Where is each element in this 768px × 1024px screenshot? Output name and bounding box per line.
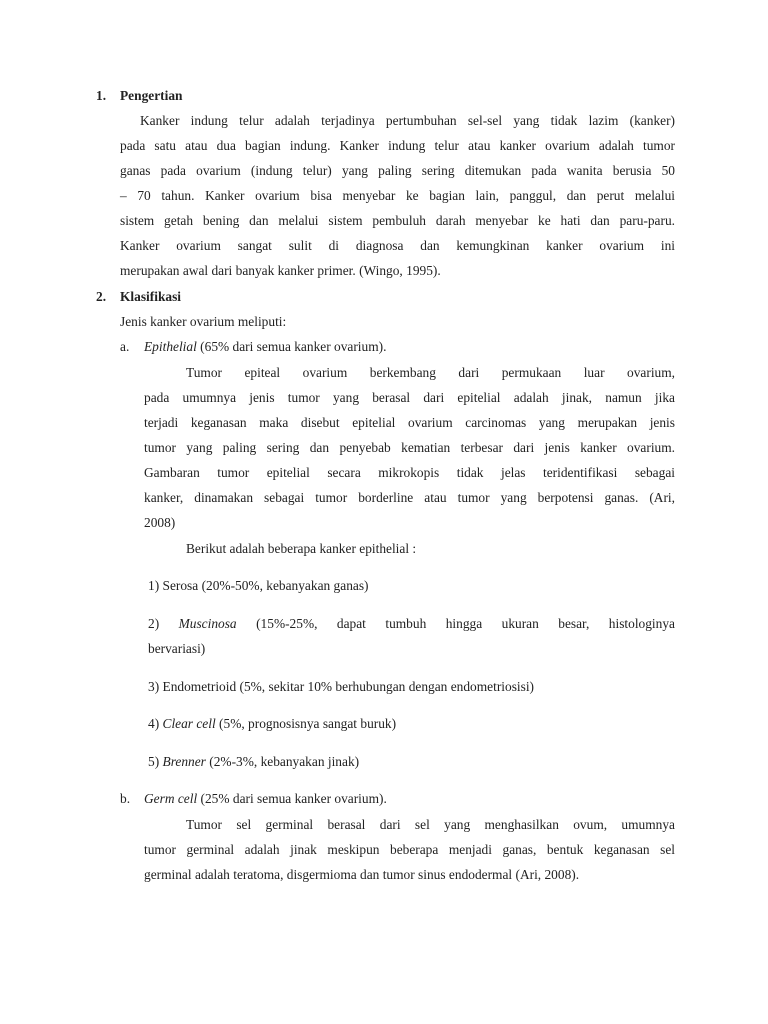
- s1-line-5: sistem getah bening dan melalui sistem pembuluh darah menyebar ke hati dan paru-paru.: [120, 213, 675, 228]
- item-a-term: Epithelial: [144, 339, 197, 354]
- a-line-3: terjadi keganasan maka disebut epitelial ovarium carcinomas yang merupakan jenis: [144, 415, 675, 430]
- s1-line-6: Kanker ovarium sangat sulit di diagnosa dan kemungkinan kanker ovarium ini: [120, 238, 675, 253]
- s1-line-3: ganas pada ovarium (indung telur) yang paling sering ditemukan pada wanita berusia 50: [120, 163, 675, 178]
- list-item-1: [148, 577, 369, 595]
- section-1-number: 1.: [96, 88, 107, 103]
- list-item-5-text: (2%-3%, kebanyakan jinak): [205, 754, 360, 769]
- list-item-3: [148, 678, 534, 696]
- item-b-letter: b.: [120, 791, 131, 806]
- item-a-rest: (65% dari semua kanker ovarium).: [196, 339, 387, 354]
- item-a-title: [144, 338, 386, 356]
- s2-intro: Jenis kanker ovarium meliputi:: [120, 314, 287, 329]
- s1-line-1: Kanker indung telur adalah terjadinya pertumbuhan sel-sel yang tidak lazim (kanker): [140, 113, 675, 128]
- a-line-4: tumor yang paling sering dan penyebab kematian terbesar dari jenis kanker ovarium.: [144, 440, 675, 455]
- a-line-2: pada umumnya jenis tumor yang berasal dari epitelial adalah jinak, namun jika: [144, 390, 675, 405]
- a-line-7: 2008): [144, 515, 176, 530]
- list-item-2-term: Muscinosa: [178, 616, 237, 631]
- item-b-title: [144, 790, 387, 808]
- s1-line-4: – 70 tahun. Kanker ovarium bisa menyebar ke bagian lain, panggul, dan perut melalui: [120, 188, 675, 203]
- a-line-1: Tumor epiteal ovarium berkembang dari permukaan luar ovarium,: [186, 365, 675, 380]
- list-item-2-text: (15%-25%, dapat tumbuh hingga ukuran besar, histologinya: [236, 616, 675, 631]
- list-item-5: [148, 753, 359, 771]
- item-b-rest: (25% dari semua kanker ovarium).: [197, 791, 387, 806]
- b-line-2: tumor germinal adalah jinak meskipun beberapa menjadi ganas, bentuk keganasan sel: [144, 842, 675, 857]
- section-2-heading: Klasifikasi: [120, 289, 182, 304]
- b-line-3: germinal adalah teratoma, disgermioma dan tumor sinus endodermal (Ari, 2008).: [144, 867, 580, 882]
- b-line-1: Tumor sel germinal berasal dari sel yang menghasilkan ovum, umumnya: [186, 817, 675, 832]
- list-item-4-text: (5%, prognosisnya sangat buruk): [215, 716, 397, 731]
- a-list-intro: Berikut adalah beberapa kanker epithelial :: [186, 541, 417, 556]
- item-b-term: Germ cell: [144, 791, 198, 806]
- list-item-2: [148, 615, 675, 633]
- list-item-5-term: Brenner: [162, 754, 206, 769]
- s1-line-7: merupakan awal dari banyak kanker primer. (Wingo, 1995).: [120, 263, 441, 278]
- a-line-6: kanker, dinamakan sebagai tumor borderline atau tumor yang berpotensi ganas. (Ari,: [144, 490, 675, 505]
- list-item-1-number: 1): [148, 578, 163, 593]
- section-1-heading: Pengertian: [120, 88, 183, 103]
- list-item-5-number: 5): [148, 754, 163, 769]
- item-a-letter: a.: [120, 339, 130, 354]
- section-2-number: 2.: [96, 289, 107, 304]
- list-item-3-text: Endometrioid (5%, sekitar 10% berhubungan dengan endometriosisi): [162, 679, 535, 694]
- list-item-4-term: Clear cell: [162, 716, 216, 731]
- s1-line-2: pada satu atau dua bagian indung. Kanker indung telur atau kanker ovarium adalah tumor: [120, 138, 675, 153]
- a-line-5: Gambaran tumor epitelial secara mikrokopis tidak jelas teridentifikasi sebagai: [144, 465, 675, 480]
- list-item-1-text: Serosa (20%-50%, kebanyakan ganas): [162, 578, 369, 593]
- list-item-4: [148, 715, 396, 733]
- list-item-2-number: 2): [148, 616, 179, 631]
- list-item-3-number: 3): [148, 679, 163, 694]
- list-item-2-cont: bervariasi): [148, 641, 206, 656]
- list-item-4-number: 4): [148, 716, 163, 731]
